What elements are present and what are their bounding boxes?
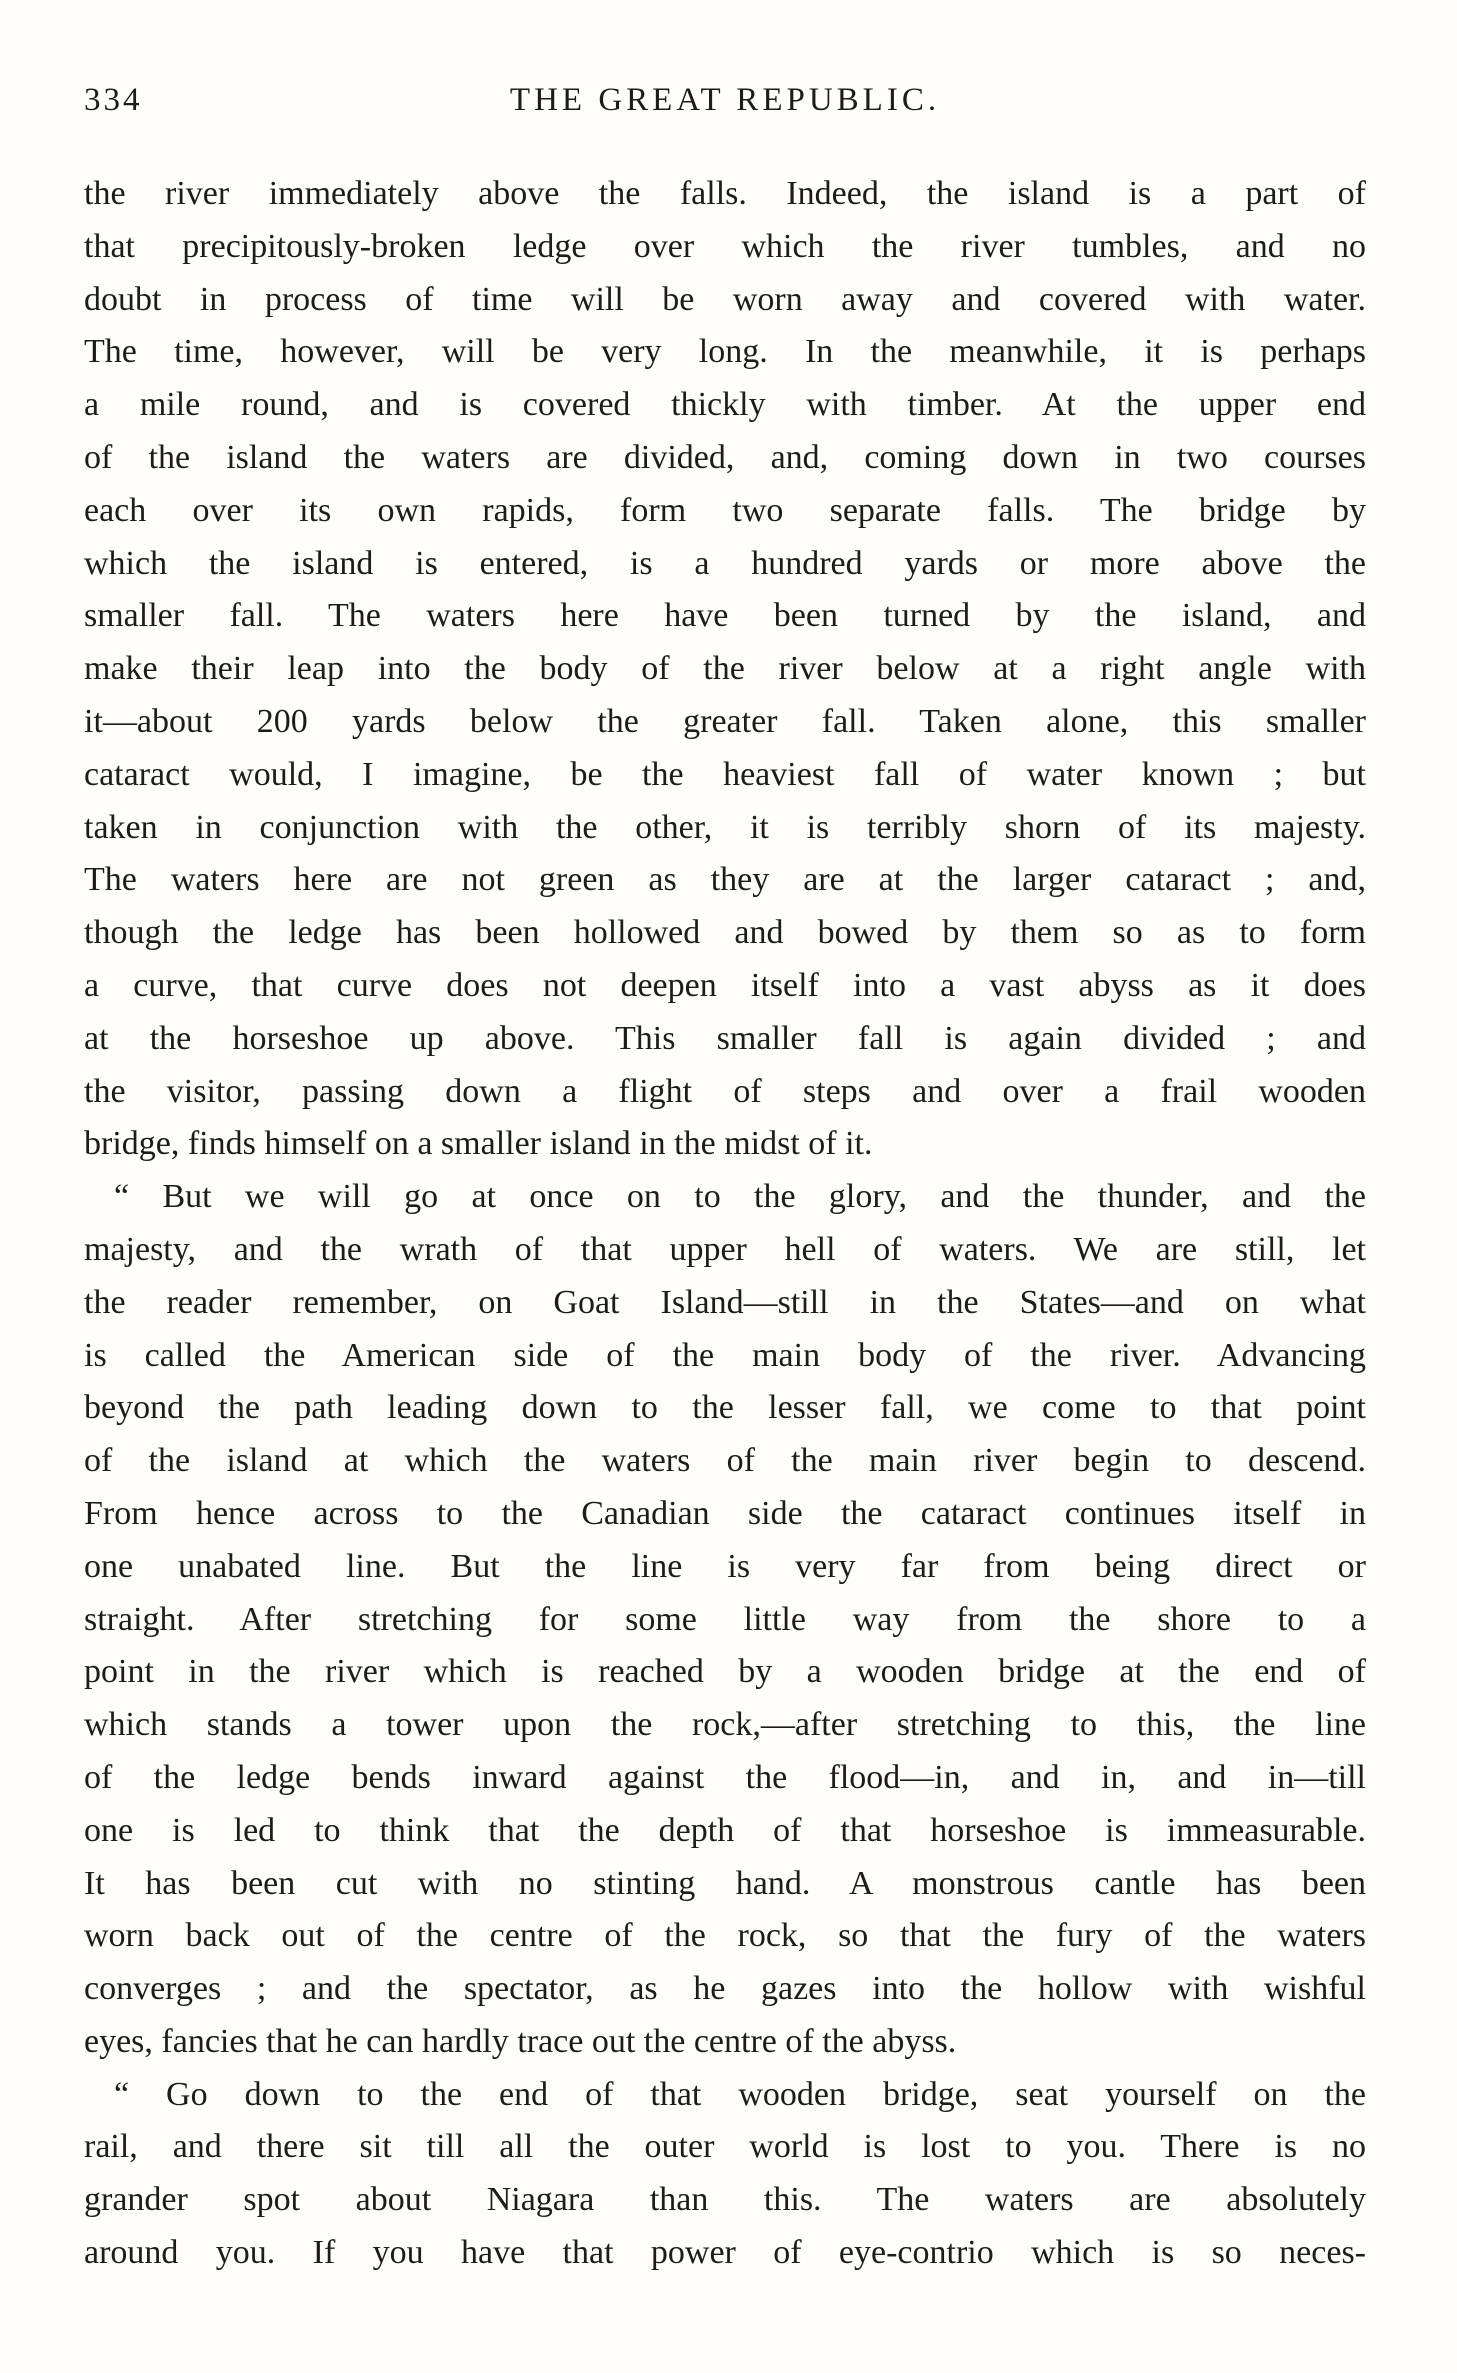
text-line: bridge, finds himself on a smaller island in the midst of it. bbox=[84, 1125, 873, 1163]
text-line: worn back out of the centre of the rock, so that the fury of the waters bbox=[84, 1917, 1366, 1955]
text-line: the river immediately above the falls. Indeed, the island is a part of bbox=[84, 175, 1366, 212]
text-line: of the island the waters are divided, and, coming down in two courses bbox=[84, 438, 1366, 476]
text-line: taken in conjunction with the other, it is terribly shorn of its majesty. bbox=[84, 808, 1366, 846]
text-line: of the ledge bends inward against the flood—in, and in, and in—till bbox=[84, 1758, 1366, 1796]
text-line: at the horseshoe up above. This smaller fall is again divided ; and bbox=[84, 1019, 1366, 1057]
text-line: a mile round, and is covered thickly with timber. At the upper end bbox=[84, 386, 1366, 424]
text-line: “ Go down to the end of that wooden bridge, seat yourself on the bbox=[114, 2075, 1366, 2113]
text-line: one unabated line. But the line is very far from being direct or bbox=[84, 1547, 1366, 1585]
text-line: the reader remember, on Goat Island—still in the States—and on what bbox=[84, 1283, 1366, 1321]
text-line: which the island is entered, is a hundred yards or more above the bbox=[84, 544, 1366, 582]
text-line: The time, however, will be very long. In the meanwhile, it is perhaps bbox=[84, 333, 1366, 371]
text-line: though the ledge has been hollowed and bowed by them so as to form bbox=[84, 914, 1366, 952]
text-line: point in the river which is reached by a wooden bridge at the end of bbox=[84, 1653, 1366, 1691]
text-line: smaller fall. The waters here have been turned by the island, and bbox=[84, 597, 1366, 635]
text-line: It has been cut with no stinting hand. A monstrous cantle has been bbox=[84, 1864, 1366, 1902]
text-line: straight. After stretching for some little way from the shore to a bbox=[84, 1600, 1366, 1638]
text-line: around you. If you have that power of eye-contrio which is so neces- bbox=[84, 2234, 1366, 2272]
text-line: “ But we will go at once on to the glory, and the thunder, and the bbox=[114, 1178, 1366, 1216]
text-line: the visitor, passing down a flight of steps and over a frail wooden bbox=[84, 1072, 1366, 1110]
text-line: it—about 200 yards below the greater fall. Taken alone, this smaller bbox=[84, 702, 1366, 740]
text-line: make their leap into the body of the river below at a right angle with bbox=[84, 650, 1366, 688]
text-line: that precipitously-broken ledge over which the river tumbles, and no bbox=[84, 227, 1366, 265]
text-line: is called the American side of the main body of the river. Advancing bbox=[84, 1336, 1366, 1374]
body-text bbox=[84, 168, 1366, 2280]
text-line: rail, and there sit till all the outer world is lost to you. There is no bbox=[84, 2128, 1366, 2166]
text-line: majesty, and the wrath of that upper hell of waters. We are still, let bbox=[84, 1230, 1366, 1268]
text-line: each over its own rapids, form two separate falls. The bridge by bbox=[84, 491, 1366, 529]
text-line: grander spot about Niagara than this. The waters are absolutely bbox=[84, 2181, 1366, 2219]
text-line: of the island at which the waters of the main river begin to descend. bbox=[84, 1442, 1366, 1480]
text-line: a curve, that curve does not deepen itself into a vast abyss as it does bbox=[84, 966, 1366, 1004]
running-head bbox=[84, 82, 1366, 132]
text-line: one is led to think that the depth of that horseshoe is immeasurable. bbox=[84, 1811, 1366, 1849]
text-line: From hence across to the Canadian side the cataract continues itself in bbox=[84, 1494, 1366, 1532]
text-line: which stands a tower upon the rock,—after stretching to this, the line bbox=[84, 1706, 1366, 1744]
running-title: THE GREAT REPUBLIC. bbox=[509, 82, 941, 118]
text-line: converges ; and the spectator, as he gazes into the hollow with wishful bbox=[84, 1970, 1366, 2008]
text-line: doubt in process of time will be worn away and covered with water. bbox=[84, 280, 1366, 318]
text-line: The waters here are not green as they are at the larger cataract ; and, bbox=[84, 861, 1366, 899]
text-line: beyond the path leading down to the lesser fall, we come to that point bbox=[84, 1389, 1366, 1427]
text-line: eyes, fancies that he can hardly trace out the centre of the abyss. bbox=[84, 2022, 957, 2060]
page-number: 334 bbox=[84, 82, 143, 118]
text-line: cataract would, I imagine, be the heaviest fall of water known ; but bbox=[84, 755, 1366, 793]
